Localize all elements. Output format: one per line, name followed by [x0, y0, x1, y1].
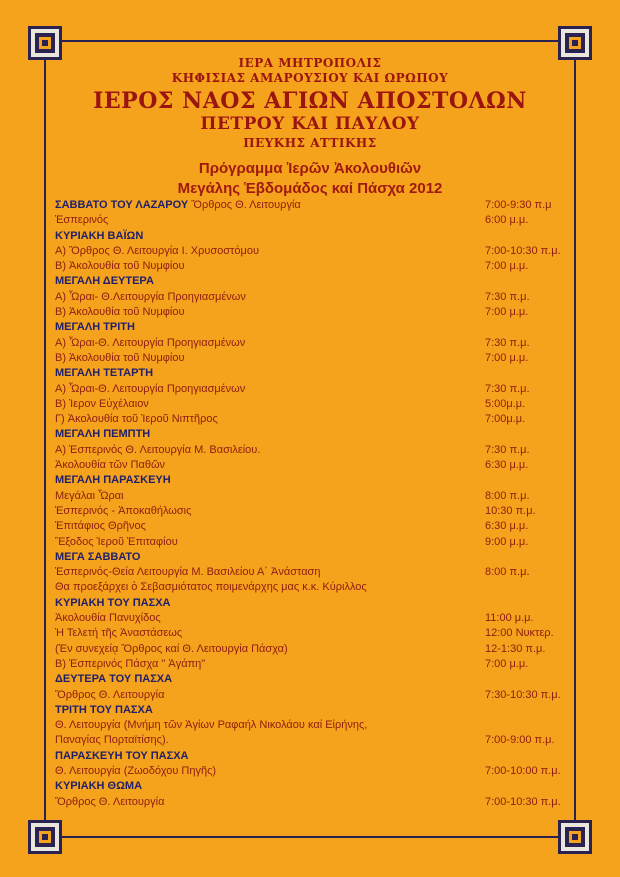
schedule-day-heading: [55, 596, 575, 611]
service-time: 10:30 π.μ.: [485, 504, 536, 517]
service-time: 12-1:30 π.μ.: [485, 642, 546, 655]
service-time: 11:00 μ.μ.: [485, 612, 534, 625]
service-name: Παναγίας Πορταϊτίσης).: [55, 734, 169, 747]
schedule-row: [55, 351, 575, 366]
schedule-row: [55, 244, 575, 259]
schedule-row: [55, 718, 575, 733]
service-name: Ἑσπερινός - Ἀποκαθήλωσις: [55, 504, 192, 517]
schedule-row: [55, 535, 575, 550]
corner-ornament-top-left: [28, 26, 62, 60]
schedule-day-heading: [55, 672, 575, 687]
service-time: 6:30 μ.μ.: [485, 520, 529, 533]
schedule-row: [55, 626, 575, 641]
schedule-row: [55, 733, 575, 748]
service-time: 7:00μ.μ.: [485, 413, 526, 426]
frame-top-line: [52, 40, 568, 42]
service-name: Β) Ἱερον Εὐχέλαιον: [55, 397, 149, 410]
schedule-row: [55, 580, 575, 595]
service-time: 8:00 π.μ.: [485, 566, 530, 579]
service-time: 7:00 μ.μ.: [485, 306, 529, 319]
service-time: 5:00μ.μ.: [485, 397, 526, 410]
service-time: 7:30-10:30 π.μ.: [485, 688, 561, 701]
service-time: 9:00 μ.μ.: [485, 535, 529, 548]
header-saints: ΠΕΤΡΟΥ ΚΑΙ ΠΑΥΛΟΥ: [200, 114, 420, 134]
service-name: Ἑσπερινός: [55, 214, 109, 227]
header-church-name: ΙΕΡΟΣ ΝΑΟΣ ΑΓΙΩΝ ΑΠΟΣΤΟΛΩΝ: [93, 88, 527, 114]
day-name: ΚΥΡΙΑΚΗ ΘΩΜΑ: [55, 780, 143, 793]
service-name: Ἀκολουθία τῶν Παθῶν: [55, 459, 166, 472]
service-name: Γ) Ἀκολουθία τοῦ Ἱεροῦ Νιπτῆρος: [55, 413, 218, 426]
service-name: Α) Ἑσπερινός Θ. Λειτουργία Μ. Βασιλείου.: [55, 443, 261, 456]
schedule-row: [55, 259, 575, 274]
service-name: Ἑσπερινός-Θεία Λειτουργία Μ. Βασιλείου Α΄ Ἀνάσταση: [55, 566, 321, 579]
service-time: 7:00-10:00 π.μ.: [485, 764, 561, 777]
service-name: Ἡ Τελετή τῆς Ἀναστάσεως: [55, 627, 183, 640]
service-name: Α) Ὧραι-Θ. Λειτουργία Προηγιασμένων: [55, 382, 246, 395]
service-name: Ὄρθρος Θ. Λειτουργία: [55, 795, 165, 808]
schedule-row: [55, 382, 575, 397]
service-name: Ὄρθρος Θ. Λειτουργία: [55, 688, 165, 701]
day-name: ΠΑΡΑΣΚΕΥΗ ΤΟΥ ΠΑΣΧΑ: [55, 749, 189, 762]
schedule-day-heading: [55, 473, 575, 488]
schedule-subtitle: Μεγάλης Ἑβδομάδος καί Πάσχα 2012: [177, 180, 443, 197]
schedule-row: [55, 412, 575, 427]
schedule-day-heading: [55, 274, 575, 289]
header-location: ΠΕΥΚΗΣ ΑΤΤΙΚΗΣ: [243, 136, 377, 150]
schedule-row: [55, 764, 575, 779]
corner-ornament-top-right: [558, 26, 592, 60]
service-name: Ἔξοδος Ἱεροῦ Ἐπιταφίου: [55, 535, 178, 548]
corner-ornament-bottom-right: [558, 820, 592, 854]
schedule-day-heading: [55, 779, 575, 794]
schedule-row: [55, 795, 575, 810]
corner-ornament-bottom-left: [28, 820, 62, 854]
schedule-row: [55, 290, 575, 305]
service-name: (Ἐν συνεχείᾳ Ὄρθρος καί Θ. Λειτουργία Πάσχα): [55, 642, 288, 655]
service-time: 7:00-10:30 π.μ.: [485, 795, 561, 808]
schedule-row: [55, 611, 575, 626]
service-name: Θα προεξάρχει ὁ Σεβασμιότατος ποιμενάρχης μας κ.κ. Κύριλλος: [55, 581, 367, 594]
schedule-day-heading: [55, 320, 575, 335]
schedule-row: [55, 397, 575, 412]
schedule-row: [55, 642, 575, 657]
frame-bottom-line: [52, 836, 568, 838]
day-name: ΔΕΥΤΕΡΑ ΤΟΥ ΠΑΣΧΑ: [55, 673, 173, 686]
schedule-row: [55, 336, 575, 351]
day-name: ΜΕΓΑΛΗ ΠΕΜΠΤΗ: [55, 428, 151, 441]
day-name: ΜΕΓΑΛΗ ΠΑΡΑΣΚΕΥΗ: [55, 474, 171, 487]
service-time: 7:00 μ.μ.: [485, 657, 529, 670]
service-time: 7:00-9:30 π.μ: [485, 199, 552, 211]
service-time: 6:30 μ.μ.: [485, 459, 529, 472]
service-name: Ὄρθρος Θ. Λειτουργία: [188, 199, 301, 211]
service-name: Β) Ἀκολουθία τοῦ Νυμφίου: [55, 351, 185, 364]
day-name: ΣΑΒΒΑΤΟ ΤΟΥ ΛΑΖΑΡΟΥ: [55, 199, 189, 211]
schedule-day-heading: [55, 229, 575, 244]
service-time: 7:30 π.μ.: [485, 382, 530, 395]
day-name: ΜΕΓΑΛΗ ΤΡΙΤΗ: [55, 321, 135, 334]
schedule-row: [55, 489, 575, 504]
service-time: 6:00 μ.μ.: [485, 214, 529, 227]
schedule-day-heading: [55, 550, 575, 565]
service-name: Ἀκολουθία Πανυχίδος: [55, 612, 161, 625]
service-name: Α) Ὧραι- Θ.Λειτουργία Προηγιασμένων: [55, 290, 246, 303]
service-name: Θ. Λειτουργία (Μνήμη τῶν Ἁγίων Ραφαήλ Νικολάου καί Εἰρήνης,: [55, 719, 368, 732]
schedule-row: [55, 565, 575, 580]
service-time: 7:30 π.μ.: [485, 290, 530, 303]
schedule-day-heading: [55, 703, 575, 718]
service-time: 12:00 Νυκτερ.: [485, 627, 554, 640]
schedule-row: [55, 519, 575, 534]
schedule-title: Πρόγραμμα Ἱερῶν Ἀκολουθιῶν: [198, 160, 422, 177]
service-time: 7:00 μ.μ.: [485, 351, 529, 364]
schedule-row: [55, 657, 575, 672]
schedule-row: [55, 688, 575, 703]
schedule-list: [55, 198, 575, 810]
service-time: 7:30 π.μ.: [485, 336, 530, 349]
day-name: ΤΡΙΤΗ ΤΟΥ ΠΑΣΧΑ: [55, 703, 153, 716]
service-time: 7:00-10:30 π.μ.: [485, 244, 561, 257]
schedule-day-heading: [55, 198, 575, 213]
service-time: 7:00 μ.μ.: [485, 260, 529, 273]
day-name: ΜΕΓΑΛΗ ΔΕΥΤΕΡΑ: [55, 275, 154, 288]
service-time: 7:00-9:00 π.μ.: [485, 734, 555, 747]
schedule-day-heading: [55, 427, 575, 442]
service-name: Β) Ἀκολουθία τοῦ Νυμφίου: [55, 260, 185, 273]
service-name: Β) Ἑσπερινός Πάσχα " Ἀγάπη": [55, 657, 206, 670]
schedule-row: [55, 504, 575, 519]
service-name: Α) Ὧραι-Θ. Λειτουργία Προηγιασμένων: [55, 336, 246, 349]
header-region: ΚΗΦΙΣΙΑΣ ΑΜΑΡΟΥΣΙΟΥ ΚΑΙ ΩΡΩΠΟΥ: [171, 71, 449, 85]
day-name: ΜΕΓΑ ΣΑΒΒΑΤΟ: [55, 550, 141, 563]
schedule-row: [55, 305, 575, 320]
service-time: 7:30 π.μ.: [485, 443, 530, 456]
schedule-day-heading: [55, 749, 575, 764]
service-name: Ἐπιτάφιος Θρῆνος: [55, 520, 146, 533]
schedule-day-heading: [55, 366, 575, 381]
day-name: ΚΥΡΙΑΚΗ ΤΟΥ ΠΑΣΧΑ: [55, 596, 171, 609]
service-name: Α) Ὄρθρος Θ. Λειτουργία Ι. Χρυσοστόμου: [55, 244, 259, 257]
schedule-row: [55, 458, 575, 473]
schedule-row: [55, 213, 575, 228]
schedule-day-label: [55, 198, 301, 213]
day-name: ΜΕΓΑΛΗ ΤΕΤΑΡΤΗ: [55, 367, 154, 380]
header-metropolis: ΙΕΡΑ ΜΗΤΡΟΠΟΛΙΣ: [238, 56, 382, 70]
service-time: 8:00 π.μ.: [485, 489, 530, 502]
service-name: Β) Ἀκολουθία τοῦ Νυμφίου: [55, 306, 185, 319]
service-name: Μεγάλαι Ὧραι: [55, 489, 124, 502]
service-name: Θ. Λειτουργία (Ζωοδόχου Πηγῆς): [55, 764, 217, 777]
day-name: ΚΥΡΙΑΚΗ ΒΑΪΩΝ: [55, 229, 144, 242]
schedule-row: [55, 443, 575, 458]
